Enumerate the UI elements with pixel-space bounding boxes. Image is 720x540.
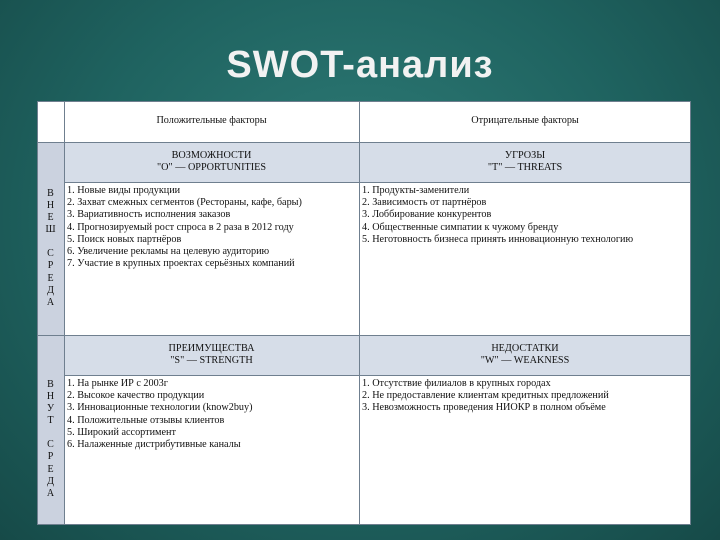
side-label-external: В Н Е Ш С Р Е Д А: [37, 142, 64, 335]
grid-line-vertical: [359, 101, 360, 525]
grid-line-horizontal: [37, 335, 691, 336]
list-item: 3. Невозможность проведения НИОКР в полном объёме: [362, 402, 606, 414]
list-item: 1. Отсутствие филиалов в крупных городах: [362, 378, 551, 389]
header-positive: Положительные факторы: [64, 101, 359, 142]
list-item: 6. Увеличение рекламы на целевую аудиторию: [67, 245, 270, 257]
list-item: 4. Прогнозируемый рост спроса в 2 раза в 2012 году: [67, 221, 294, 233]
opportunities-list: [64, 182, 359, 335]
list-item: 1. На рынке ИР с 2003г: [67, 378, 168, 389]
grid-line-horizontal: [64, 182, 691, 183]
list-item: 5. Широкий ассортимент: [67, 426, 176, 438]
list-item: 2. Высокое качество продукции: [67, 390, 205, 402]
list-item: 5. Поиск новых партнёров: [67, 233, 182, 245]
list-item: 2. Не предоставление клиентам кредитных предложений: [362, 390, 609, 402]
list-item: 5. Неготовность бизнеса принять инновационную технологию: [362, 233, 634, 245]
list-item: 3. Лоббирование конкурентов: [362, 209, 492, 221]
weaknesses-subtitle: "W" — WEAKNESS: [480, 355, 570, 366]
corner-cell: [37, 101, 64, 142]
grid-line-vertical: [64, 101, 65, 525]
list-item: 2. Зависимость от партнёров: [362, 197, 487, 209]
list-item: 3. Инновационные технологии (know2buy): [67, 402, 253, 414]
slide-title: SWOT-анализ: [226, 44, 494, 86]
threats-title: УГРОЗЫ: [504, 149, 546, 161]
header-negative: Отрицательные факторы: [359, 101, 691, 142]
threats-list: [359, 182, 691, 335]
list-item: 2. Захват смежных сегментов (Рестораны, кафе, бары): [67, 197, 302, 209]
threats-subtitle: "T" — THREATS: [487, 162, 563, 173]
list-item: 1. Продукты-заменители: [362, 185, 470, 196]
weaknesses-list: [359, 375, 691, 525]
weaknesses-title: НЕДОСТАТКИ: [491, 342, 559, 354]
opportunities-subtitle: "O" — OPPORTUNITIES: [156, 162, 267, 173]
opportunities-title: ВОЗМОЖНОСТИ: [171, 149, 252, 161]
strengths-title: ПРЕИМУЩЕСТВА: [168, 342, 255, 354]
side-label-internal: В Н У Т С Р Е Д А: [37, 335, 64, 525]
list-item: 1. Новые виды продукции: [67, 185, 181, 196]
grid-line-horizontal: [37, 142, 691, 143]
strengths-header: [64, 335, 359, 375]
list-item: 4. Положительные отзывы клиентов: [67, 414, 225, 426]
opportunities-header: [64, 142, 359, 182]
list-item: 6. Налаженные дистрибутивные каналы: [67, 438, 241, 450]
list-item: 4. Общественные симпатии к чужому бренду: [362, 221, 559, 233]
list-item: 7. Участие в крупных проектах серьёзных компаний: [67, 258, 295, 270]
weaknesses-header: [359, 335, 691, 375]
list-item: 3. Вариативность исполнения заказов: [67, 209, 231, 221]
strengths-subtitle: "S" — STRENGTH: [170, 355, 253, 366]
strengths-list: [64, 375, 359, 525]
threats-header: [359, 142, 691, 182]
grid-line-horizontal: [64, 375, 691, 376]
